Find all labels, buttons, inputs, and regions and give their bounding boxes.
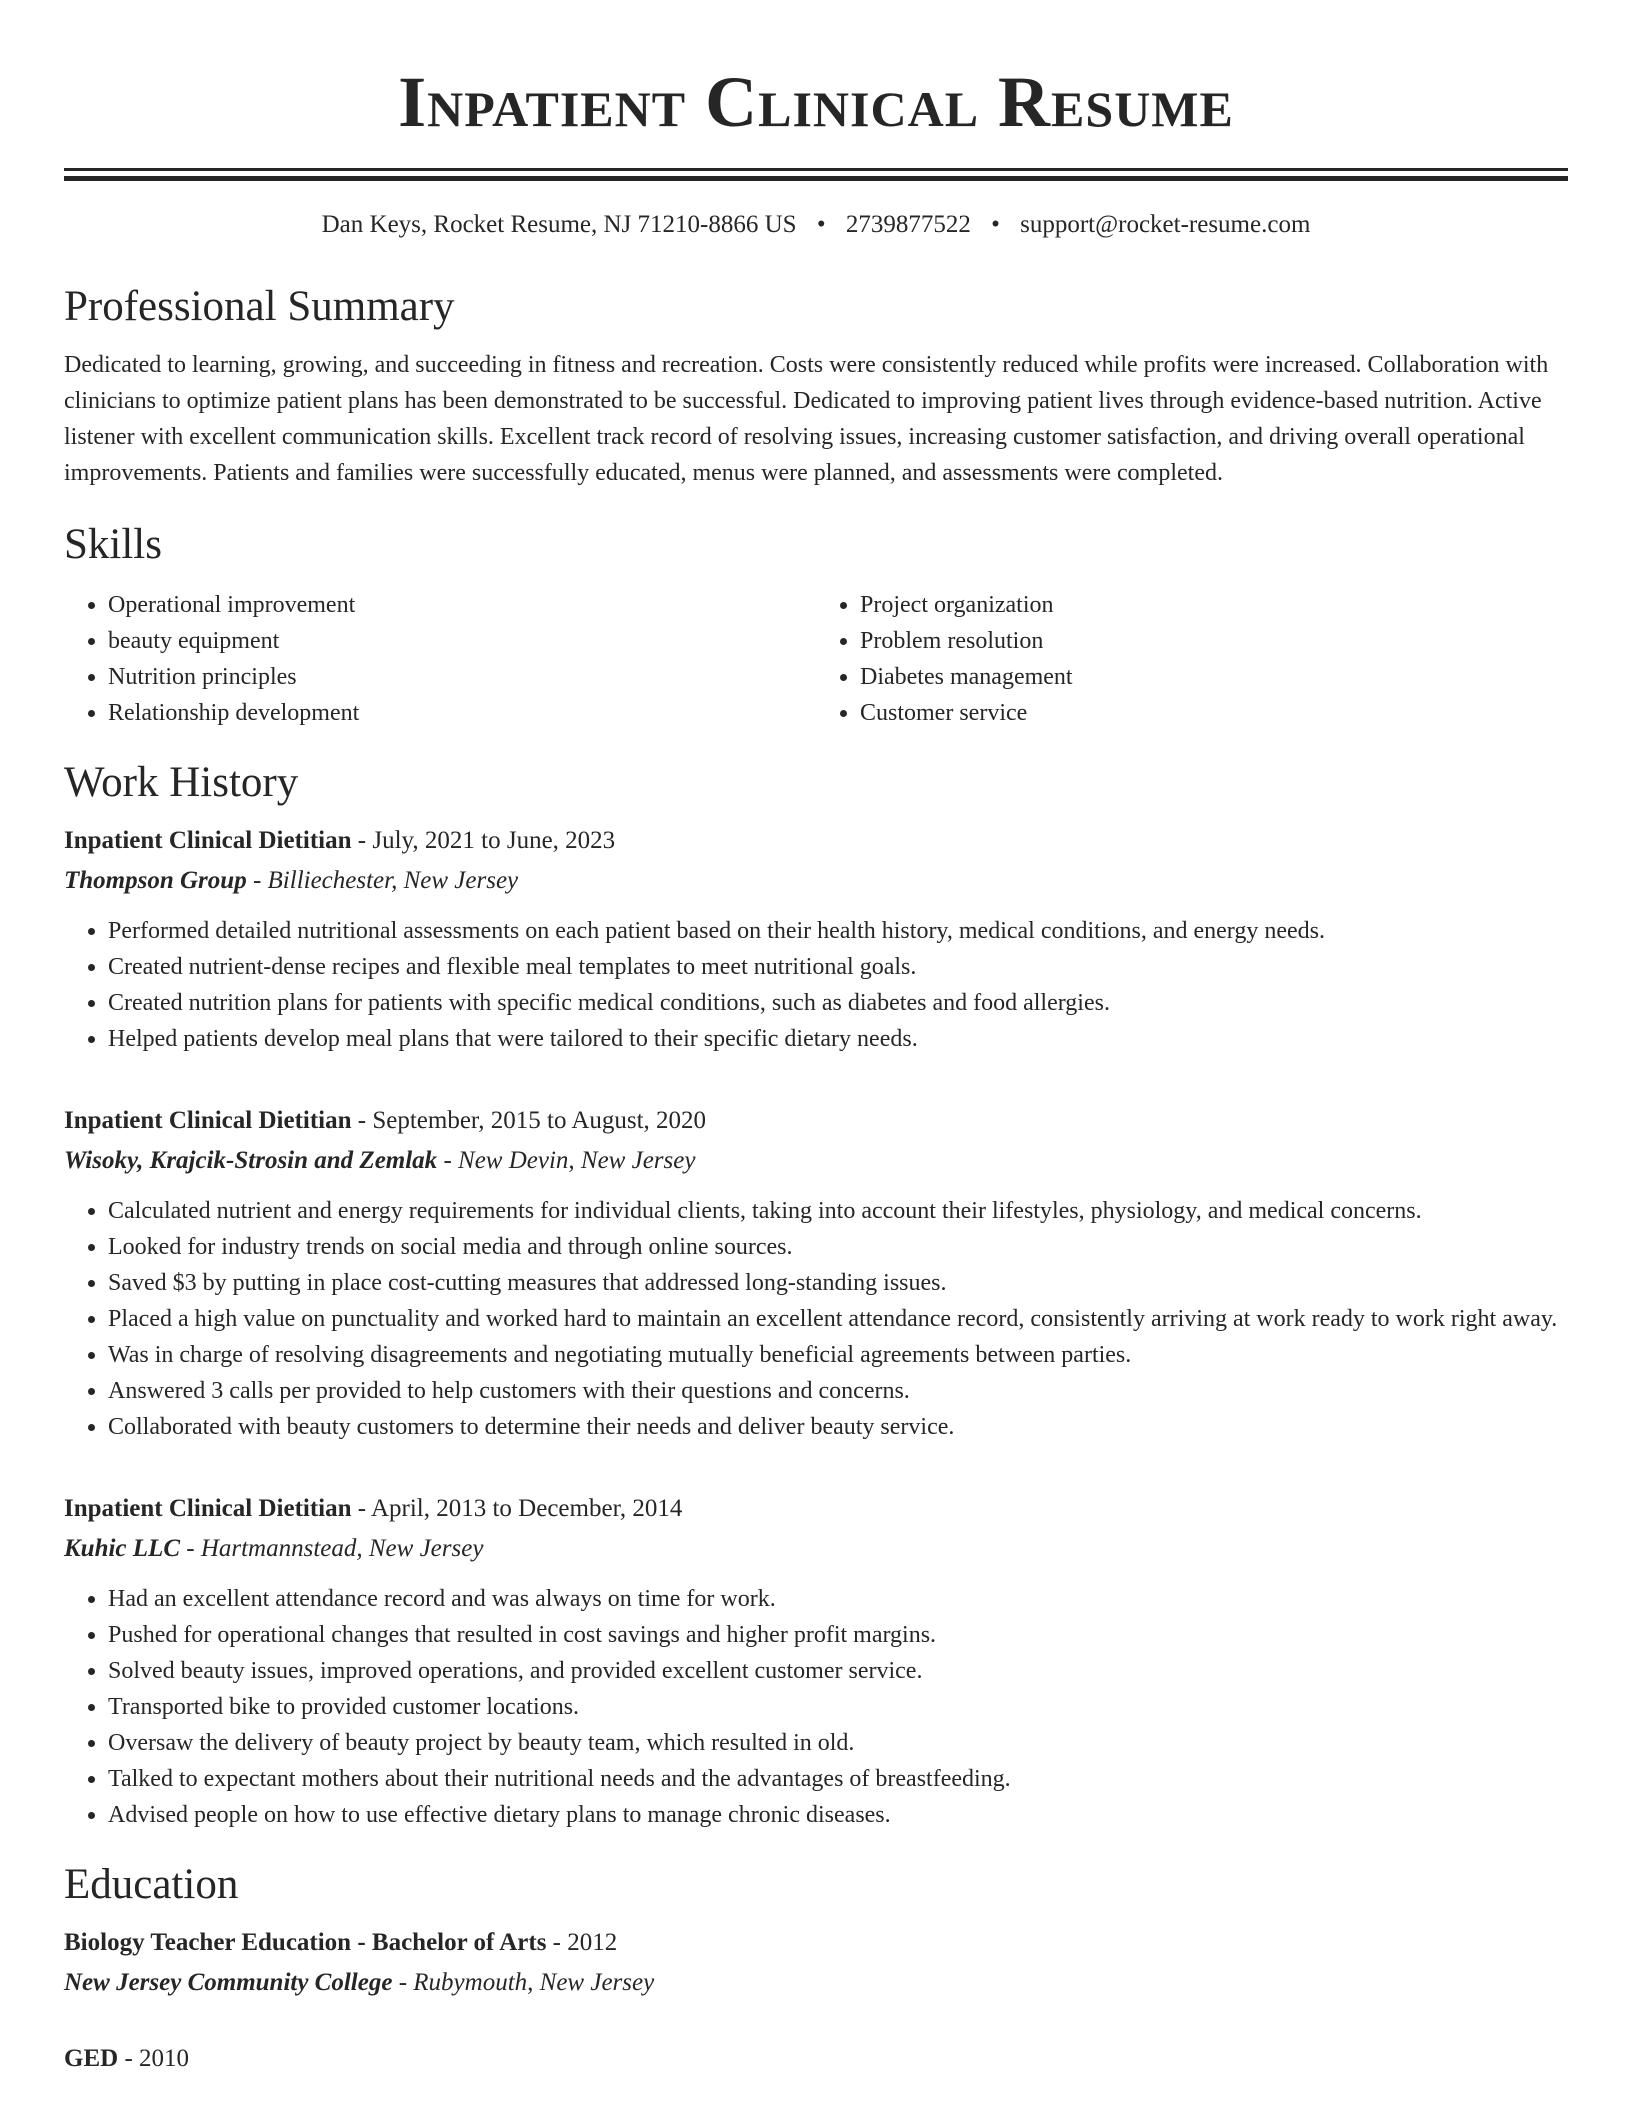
job-bullets [64, 913, 1568, 1057]
title-rule-bottom [64, 176, 1568, 181]
job-header [64, 1101, 1568, 1141]
education-school-line [64, 1963, 1568, 2003]
job-bullet: • Looked for industry trends on social media and through online sources. [108, 1229, 1568, 1265]
contact-email: support@rocket-resume.com [1020, 211, 1311, 238]
skill-item: • Relationship development [108, 695, 816, 731]
education-school: New Jersey Community College [64, 1969, 393, 1996]
skills-list [64, 587, 1568, 731]
job-header [64, 821, 1568, 861]
job-bullet: • Created nutrition plans for patients with specific medical conditions, such as diabetes and food allergies. [108, 985, 1568, 1021]
skills-heading: Skills [64, 521, 162, 568]
job-bullet: • Oversaw the delivery of beauty project by beauty team, which resulted in old. [108, 1725, 1568, 1761]
job-bullet: • Created nutrient-dense recipes and flexible meal templates to meet nutritional goals. [108, 949, 1568, 985]
job-entry [64, 1101, 1568, 1445]
job-bullet: • Solved beauty issues, improved operations, and provided excellent customer service. [108, 1653, 1568, 1689]
summary-heading: Professional Summary [64, 283, 455, 330]
skill-item: • Project organization [860, 587, 1568, 623]
contact-line [64, 209, 1568, 241]
skill-item: • Operational improvement [108, 587, 816, 623]
job-bullets [64, 1581, 1568, 1833]
skill-item: • beauty equipment [108, 623, 816, 659]
skill-item: • Diabetes management [860, 659, 1568, 695]
job-dates: - April, 2013 to December, 2014 [351, 1495, 683, 1522]
job-header [64, 1489, 1568, 1529]
resume-page [64, 0, 1568, 2079]
education-year: - 2010 [118, 2045, 190, 2072]
job-bullet: • Calculated nutrient and energy requirements for individual clients, taking into account their lifestyles, physiology, and medical concerns. [108, 1193, 1568, 1229]
work-history-heading: Work History [64, 759, 299, 806]
job-company: Kuhic LLC [64, 1535, 180, 1562]
job-bullets [64, 1193, 1568, 1445]
job-employer [64, 1529, 1568, 1569]
contact-separator: • [991, 211, 1000, 238]
job-entry [64, 1489, 1568, 1833]
education-header [64, 1923, 1568, 1963]
job-bullet: • Advised people on how to use effective dietary plans to manage chronic diseases. [108, 1797, 1568, 1833]
job-bullet: • Had an excellent attendance record and was always on time for work. [108, 1581, 1568, 1617]
job-dates: - September, 2015 to August, 2020 [351, 1107, 707, 1134]
job-location: - Billiechester, New Jersey [246, 867, 519, 894]
job-employer [64, 861, 1568, 901]
job-location: - Hartmannstead, New Jersey [180, 1535, 484, 1562]
skill-item: • Customer service [860, 695, 1568, 731]
job-bullet: • Talked to expectant mothers about their nutritional needs and the advantages of breastfeeding. [108, 1761, 1568, 1797]
contact-separator: • [816, 211, 826, 238]
job-bullet: • Helped patients develop meal plans that were tailored to their specific dietary needs. [108, 1021, 1568, 1057]
job-title: Inpatient Clinical Dietitian [64, 827, 352, 854]
education-heading: Education [64, 1861, 239, 1908]
education-header [64, 2039, 1568, 2079]
job-company: Wisoky, Krajcik-Strosin and Zemlak [64, 1147, 438, 1174]
education-entry [64, 1923, 1568, 2003]
job-bullet: • Transported bike to provided customer locations. [108, 1689, 1568, 1725]
job-title: Inpatient Clinical Dietitian [64, 1495, 352, 1522]
education-degree: GED [64, 2045, 119, 2072]
contact-phone: 2739877522 [845, 211, 971, 238]
contact-address: Dan Keys, Rocket Resume, NJ 71210-8866 US [321, 211, 797, 238]
skill-item: • Nutrition principles [108, 659, 816, 695]
education-year: - 2012 [546, 1929, 618, 1956]
job-title: Inpatient Clinical Dietitian [64, 1107, 352, 1134]
job-dates: - July, 2021 to June, 2023 [351, 827, 616, 854]
skills-column-left [64, 587, 816, 731]
skills-column-right [816, 587, 1568, 731]
skill-item: • Problem resolution [860, 623, 1568, 659]
title-rule-top [64, 168, 1568, 171]
job-bullet: • Performed detailed nutritional assessments on each patient based on their health history, medical conditions, and energy needs. [108, 913, 1568, 949]
job-employer [64, 1141, 1568, 1181]
job-bullet: • Was in charge of resolving disagreements and negotiating mutually beneficial agreements between parties. [108, 1337, 1568, 1373]
summary-text: Dedicated to learning, growing, and succeeding in fitness and recreation. Costs were consistently reduced while profits were increased. Collaboration with clinicians to optimize patient plans has been demonstrated to be successful. Dedicated to improving patient lives through evidence-based nutrition. Active listener with excellent communication skills. Excellent track record of resolving issues, increasing customer satisfaction, and driving overall operational improvements. Patients and families were successfully educated, menus were planned, and assessments were completed. [64, 352, 1549, 486]
education-degree: Biology Teacher Education - Bachelor of Arts [64, 1929, 547, 1956]
education-entry [64, 2039, 1568, 2079]
education-location: - Rubymouth, New Jersey [392, 1969, 655, 1996]
job-entry [64, 821, 1568, 1057]
job-bullet: • Collaborated with beauty customers to determine their needs and deliver beauty service. [108, 1409, 1568, 1445]
resume-title: Inpatient Clinical Resume [398, 62, 1234, 142]
job-bullet: • Saved $3 by putting in place cost-cutting measures that addressed long-standing issues. [108, 1265, 1568, 1301]
job-bullet: • Placed a high value on punctuality and worked hard to maintain an excellent attendance record, consistently arriving at work ready to work right away. [108, 1301, 1568, 1337]
job-location: - New Devin, New Jersey [437, 1147, 696, 1174]
job-bullet: • Answered 3 calls per provided to help customers with their questions and concerns. [108, 1373, 1568, 1409]
job-bullet: • Pushed for operational changes that resulted in cost savings and higher profit margins. [108, 1617, 1568, 1653]
job-company: Thompson Group [64, 867, 247, 894]
